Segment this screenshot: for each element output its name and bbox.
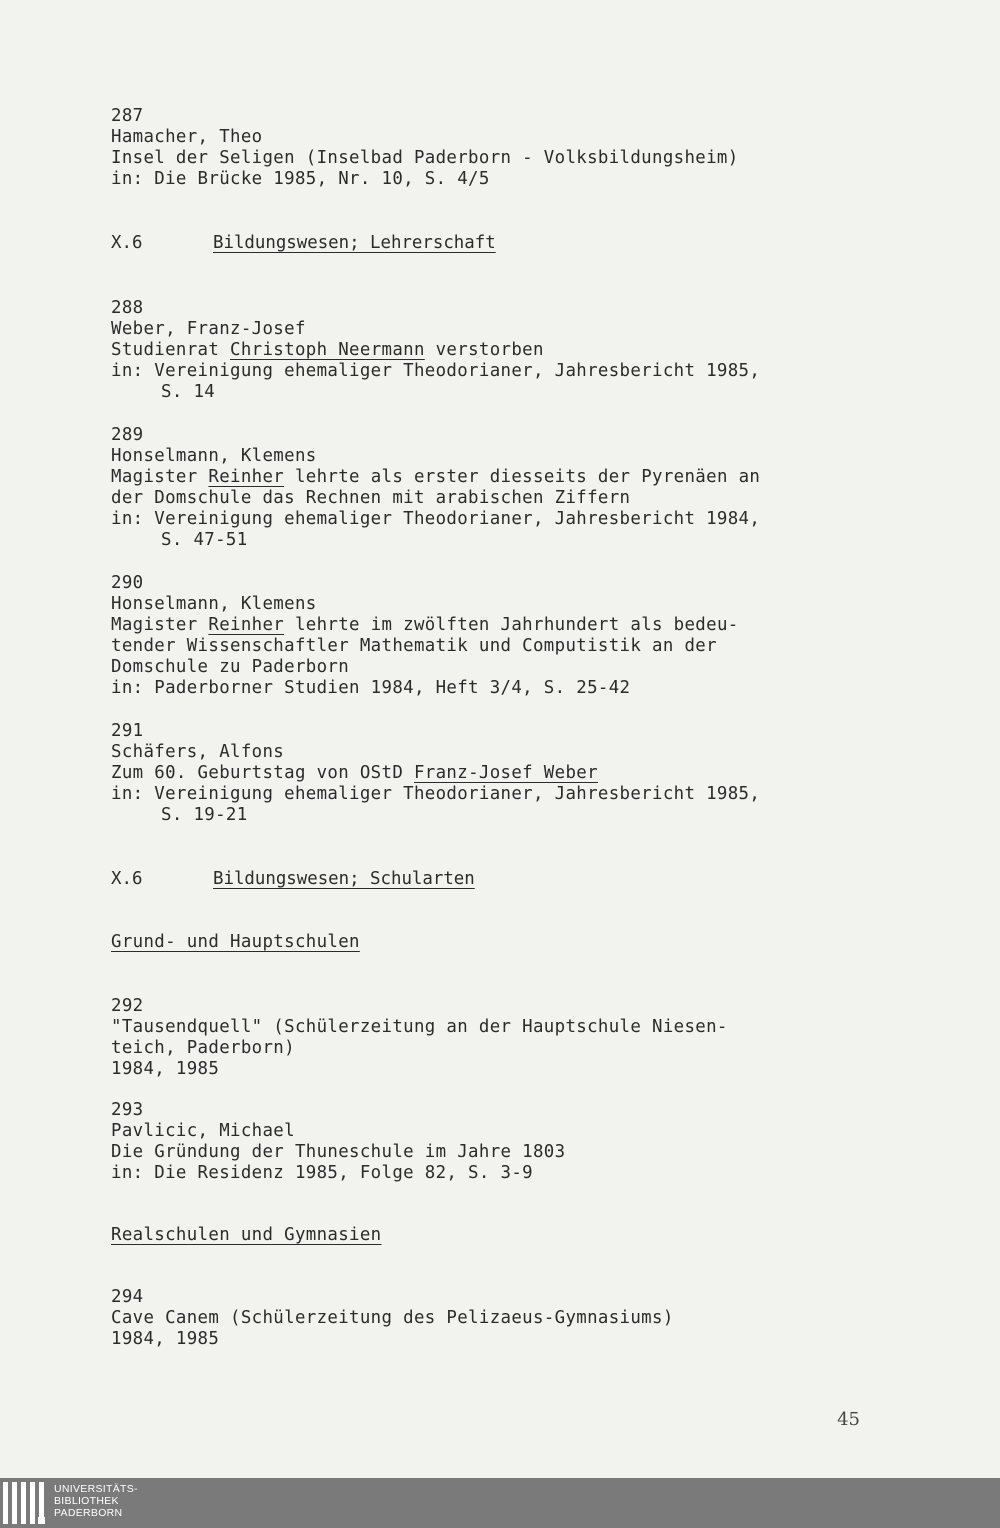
entry-title: "Tausendquell" (Schülerzeitung an der Hauptschule Niesen- (111, 1017, 728, 1037)
entry-title-cont: der Domschule das Rechnen mit arabischen Ziffern (111, 488, 631, 508)
entry-title-cont: tender Wissenschaftler Mathematik und Computistik an der (111, 636, 717, 656)
underlined-name: Reinher (208, 615, 285, 635)
entry-source: in: Paderborner Studien 1984, Heft 3/4, S. 25-42 (111, 678, 631, 698)
section-title: Bildungswesen; Schularten (213, 869, 475, 889)
title-text: Magister (111, 467, 209, 487)
entry-source: in: Vereinigung ehemaliger Theodorianer, Jahresbericht 1985, (111, 361, 761, 381)
logo-dot (38, 1517, 45, 1524)
library-footer-bar (0, 1478, 1000, 1528)
entry-number: 289 (111, 425, 144, 445)
entry-source: in: Die Residenz 1985, Folge 82, S. 3-9 (111, 1163, 533, 1183)
entry-source: in: Vereinigung ehemaliger Theodorianer, Jahresbericht 1984, (111, 509, 761, 529)
entry-number: 291 (111, 721, 144, 741)
logo-line: PADERBORN (54, 1507, 123, 1519)
entry-number: 293 (111, 1100, 144, 1120)
title-text: lehrte als erster diesseits der Pyrenäen an (284, 467, 761, 487)
title-text: verstorben (424, 340, 544, 360)
entry-title (111, 467, 760, 488)
entry-title: Cave Canem (Schülerzeitung des Pelizaeus-Gymnasiums) (111, 1308, 674, 1328)
underlined-name: Franz-Josef Weber (413, 763, 598, 783)
section-number: X.6 (111, 233, 143, 253)
entry-source: in: Die Brücke 1985, Nr. 10, S. 4/5 (111, 169, 490, 189)
entry-title: Insel der Seligen (Inselbad Paderborn - Volksbildungsheim) (111, 148, 739, 168)
underlined-name: Christoph Neermann (230, 340, 425, 360)
entry-source-cont: S. 14 (161, 382, 216, 402)
entry-author: Weber, Franz-Josef (111, 319, 306, 339)
entry-title (111, 340, 544, 361)
entry-years: 1984, 1985 (111, 1059, 220, 1079)
section-number: X.6 (111, 869, 143, 889)
entry-number: 288 (111, 298, 144, 318)
entry-number: 294 (111, 1287, 144, 1307)
entry-number: 290 (111, 573, 144, 593)
page-number: 45 (837, 1409, 860, 1430)
entry-title (111, 615, 739, 636)
entry-source-cont: S. 19-21 (161, 805, 248, 825)
subsection-title: Realschulen und Gymnasien (111, 1225, 382, 1245)
section-title: Bildungswesen; Lehrerschaft (213, 233, 496, 253)
title-text: Zum 60. Geburtstag von OStD (111, 763, 414, 783)
entry-number: 287 (111, 106, 144, 126)
entry-author: Honselmann, Klemens (111, 594, 317, 614)
title-text: lehrte im zwölften Jahrhundert als bedeu- (284, 615, 739, 635)
entry-author: Schäfers, Alfons (111, 742, 285, 762)
underlined-name: Reinher (208, 467, 285, 487)
logo-line: UNIVERSITÄTS- (54, 1483, 138, 1495)
library-logo-text (54, 1483, 138, 1519)
entry-title (111, 763, 598, 784)
entry-years: 1984, 1985 (111, 1329, 220, 1349)
entry-author: Honselmann, Klemens (111, 446, 317, 466)
title-text: Studienrat (111, 340, 231, 360)
entry-author: Hamacher, Theo (111, 127, 263, 147)
logo-line: BIBLIOTHEK (54, 1495, 119, 1507)
entry-source: in: Vereinigung ehemaliger Theodorianer, Jahresbericht 1985, (111, 784, 761, 804)
entry-source-cont: S. 47-51 (161, 530, 248, 550)
entry-number: 292 (111, 996, 144, 1016)
subsection-title: Grund- und Hauptschulen (111, 932, 360, 952)
entry-author: Pavlicic, Michael (111, 1121, 295, 1141)
entry-title: Die Gründung der Thuneschule im Jahre 1803 (111, 1142, 566, 1162)
entry-title-cont: teich, Paderborn) (111, 1038, 295, 1058)
entry-title-cont: Domschule zu Paderborn (111, 657, 350, 677)
title-text: Magister (111, 615, 209, 635)
